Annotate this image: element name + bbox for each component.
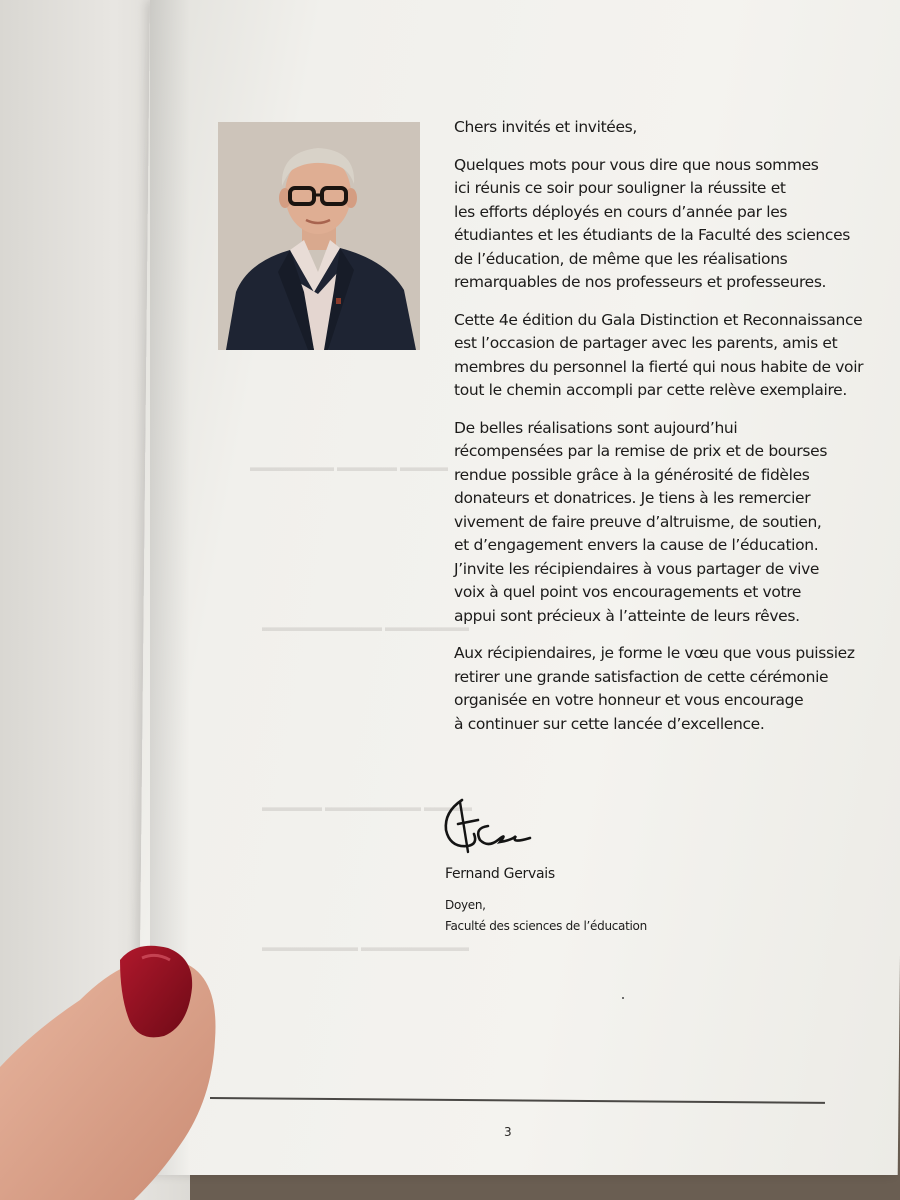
letter-greeting: Chers invités et invitées, bbox=[454, 118, 637, 136]
letter-line: à continuer sur cette lancée d’excellence. bbox=[454, 714, 765, 733]
letter-line: est l’occasion de partager avec les parents, amis et bbox=[454, 334, 838, 352]
letter-line: les efforts déployés en cours d’année par les bbox=[454, 202, 788, 221]
signatory-faculty: Faculté des sciences de l’éducation bbox=[445, 919, 647, 933]
letter-line: appui sont précieux à l’atteinte de leurs rêves. bbox=[454, 606, 800, 625]
letter-line: tout le chemin accompli par cette relève exemplaire. bbox=[454, 381, 847, 399]
letter-line: étudiantes et les étudiants de la Faculté des sciences bbox=[454, 226, 850, 244]
letter-line: rendue possible grâce à la générosité de fidèles bbox=[454, 465, 810, 484]
page-number: 3 bbox=[504, 1125, 512, 1139]
letter-line: remarquables de nos professeurs et professeures. bbox=[454, 273, 827, 291]
signatory-role: Doyen, bbox=[445, 898, 486, 912]
thumb-with-red-nail bbox=[0, 930, 240, 1200]
letter-line: de l’éducation, de même que les réalisations bbox=[454, 249, 788, 268]
show-through-text: ▬▬▬▬▬ ▬▬▬▬▬▬▬▬ ▬▬▬▬ bbox=[262, 800, 472, 814]
letter-line: Quelques mots pour vous dire que nous sommes bbox=[454, 155, 819, 174]
signatory-name: Fernand Gervais bbox=[445, 866, 555, 882]
signatory-title bbox=[445, 895, 647, 937]
letter-line: membres du personnel la fierté qui nous habite de voir bbox=[454, 357, 864, 376]
letter-line: voix à quel point vos encouragements et votre bbox=[454, 583, 802, 601]
letter-line: donateurs et donatrices. Je tiens à les remercier bbox=[454, 489, 811, 507]
letter-line: et d’engagement envers la cause de l’éducation. bbox=[454, 536, 819, 554]
letter-paragraph-3 bbox=[454, 417, 874, 629]
letter-line: ici réunis ce soir pour souligner la réussite et bbox=[454, 179, 786, 197]
letter-line: retirer une grande satisfaction de cette cérémonie bbox=[454, 667, 829, 686]
letter-line: récompensées par la remise de prix et de bourses bbox=[454, 442, 828, 460]
letter-line: Aux récipiendaires, je forme le vœu que vous puissiez bbox=[454, 644, 855, 662]
letter-line: De belles réalisations sont aujourd’hui bbox=[454, 418, 738, 437]
dean-portrait bbox=[218, 122, 420, 350]
letter-paragraph-1 bbox=[454, 154, 874, 295]
letter-body bbox=[454, 116, 874, 750]
show-through-text: ▬▬▬▬▬▬▬▬ ▬▬▬▬▬▬▬▬▬ bbox=[262, 940, 469, 954]
letter-paragraph-2 bbox=[454, 309, 874, 403]
letter-line: organisée en votre honneur et vous encourage bbox=[454, 691, 804, 709]
portrait-illustration bbox=[218, 122, 420, 350]
letter-paragraph-4 bbox=[454, 642, 874, 736]
speck bbox=[622, 997, 624, 999]
show-through-text: ▬▬▬▬▬▬▬ ▬▬▬▬▬ ▬▬▬▬ bbox=[250, 460, 448, 474]
handwritten-signature bbox=[438, 790, 548, 860]
show-through-text: ▬▬▬▬▬▬▬▬▬▬ ▬▬▬▬▬▬▬ bbox=[262, 620, 469, 634]
letter-line: J’invite les récipiendaires à vous partager de vive bbox=[454, 559, 820, 578]
letter-line: Cette 4e édition du Gala Distinction et Reconnaissance bbox=[454, 310, 863, 329]
letter-line: vivement de faire preuve d’altruisme, de soutien, bbox=[454, 512, 822, 531]
